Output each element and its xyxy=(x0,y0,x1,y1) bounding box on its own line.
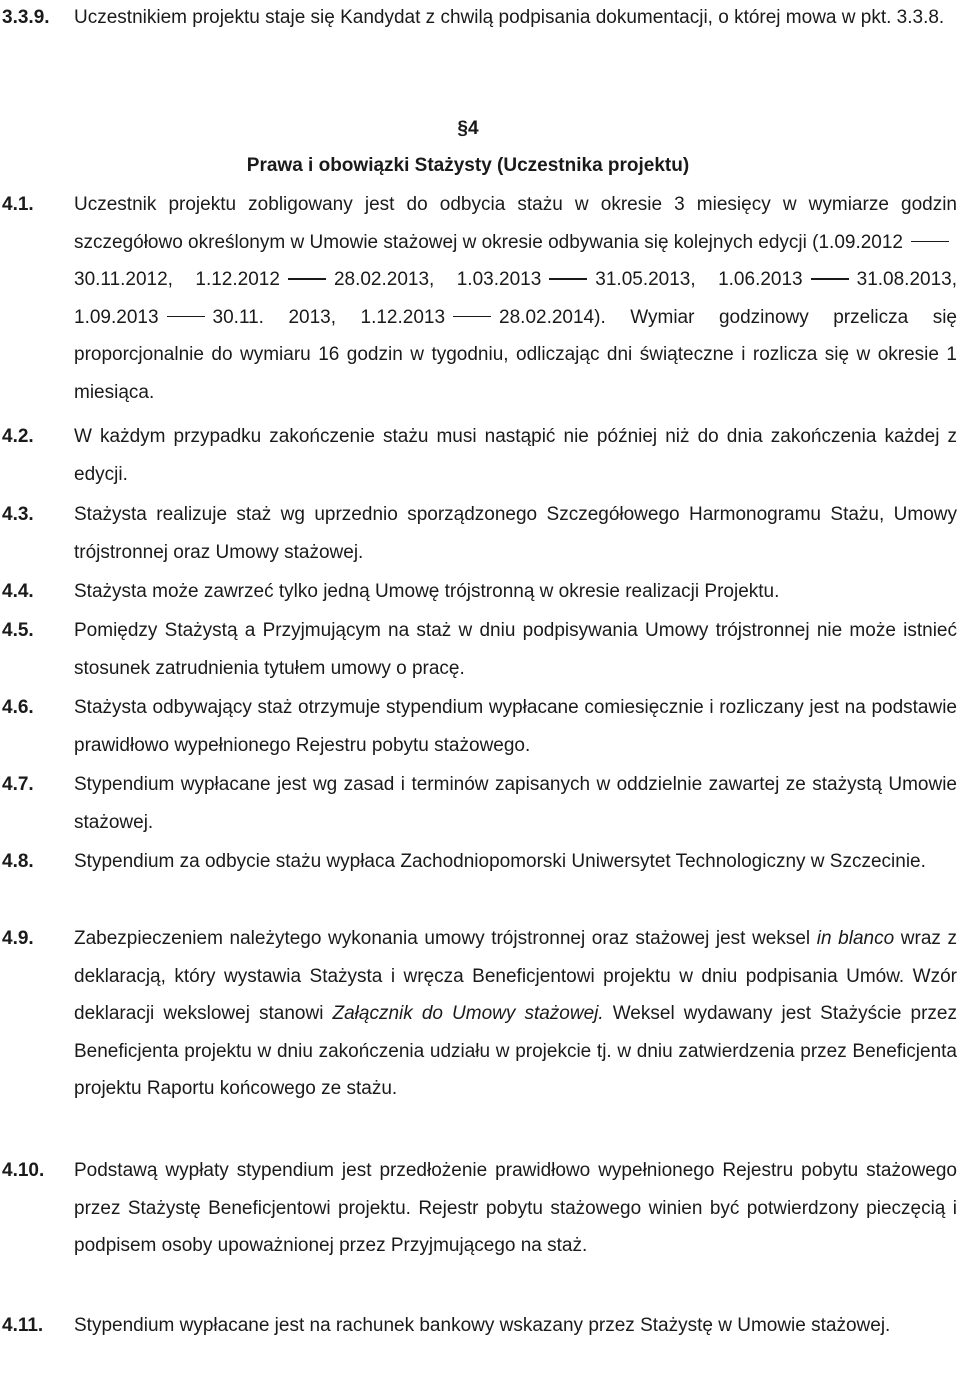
clause-text: Stypendium wypłacane jest na rachunek bankowy wskazany przez Stażystę w Umowie stażowej. xyxy=(74,1315,891,1336)
clause-text-part: Uczestnik projektu zobligowany jest do odbycia stażu w okresie 3 miesięcy w wymiarze godzin szczegółowo określonym w Umowie stażowej w okresie odbywania się kolejnych edycji (1.09.2012 xyxy=(74,194,957,253)
clause-number: 4.1. xyxy=(2,194,34,215)
clause-4-6 xyxy=(2,689,957,764)
dash xyxy=(288,278,326,280)
clause-4-7 xyxy=(2,766,957,841)
clause-text-part: wraz z deklaracją, który wystawia Stażysta i wręcza Beneficjentowi projektu w dniu podpisania Umów. Wzór deklaracji wekslowej stanowi xyxy=(74,928,957,1024)
section-number xyxy=(0,116,936,141)
date-range: 28.02.2013, 1.03.2013 xyxy=(333,269,542,290)
clause-number: 4.8. xyxy=(2,851,34,872)
clause-4-2 xyxy=(2,418,957,493)
clause-text: Pomiędzy Stażystą a Przyjmującym na staż w dniu podpisywania Umowy trójstronnej nie może istnieć stosunek zatrudnienia tytułem umowy o pracę. xyxy=(74,620,957,679)
date-range: 30.11.2012, 1.12.2012 xyxy=(74,269,280,290)
clause-4-10 xyxy=(2,1152,957,1265)
clause-text-part: Zabezpieczeniem należytego wykonania umowy trójstronnej oraz stażowej jest weksel xyxy=(74,928,811,949)
clause-4-1 xyxy=(2,186,957,411)
clause-number: 4.6. xyxy=(2,697,34,718)
clause-text: Stażysta realizuje staż wg uprzednio sporządzonego Szczegółowego Harmonogramu Stażu, Umowy trójstronnej oraz Umowy stażowej. xyxy=(74,504,957,563)
section-title: Prawa i obowiązki Stażysty (Uczestnika projektu) xyxy=(246,155,690,176)
dash xyxy=(811,278,849,280)
clause-4-8 xyxy=(2,843,957,881)
clause-number: 4.3. xyxy=(2,504,34,525)
clause-4-4 xyxy=(2,573,957,611)
date-range: 31.05.2013, 1.06.2013 xyxy=(595,269,803,290)
clause-text: Stażysta może zawrzeć tylko jedną Umowę trójstronną w okresie realizacji Projektu. xyxy=(74,581,780,602)
clause-4-3 xyxy=(2,496,957,571)
clause-text: Stypendium wypłacane jest wg zasad i terminów zapisanych w oddzielnie zawartej ze stażystą Umowie stażowej. xyxy=(74,774,957,833)
dash xyxy=(167,316,205,318)
clause-text-part: Weksel wydawany jest Stażyście przez Beneficjenta projektu w dniu zakończenia udziału w projekcie tj. w dniu zatwierdzenia przez Beneficjenta projektu Raportu końcowego ze stażu. xyxy=(74,1003,957,1099)
clause-text xyxy=(74,186,957,411)
clause-text xyxy=(74,920,957,1108)
date-range: 30.11. 2013, 1.12.2013 xyxy=(212,306,446,328)
section-number-value: 4 xyxy=(468,118,479,139)
clause-number: 3.3.9. xyxy=(2,7,50,28)
clause-4-5 xyxy=(2,612,957,687)
attachment-reference: Załącznik do Umowy stażowej. xyxy=(332,1003,604,1024)
clause-number: 4.7. xyxy=(2,774,34,795)
clause-text: Stażysta odbywający staż otrzymuje stypendium wypłacane comiesięcznie i rozliczany jest na podstawie prawidłowo wypełnionego Rejestru pobytu stażowego. xyxy=(74,697,957,756)
clause-number: 4.4. xyxy=(2,581,34,602)
clause-text: W każdym przypadku zakończenie stażu musi nastąpić nie później niż do dnia zakończenia każdej z edycji. xyxy=(74,426,957,485)
clause-3-3-9 xyxy=(2,0,957,37)
section-symbol: § xyxy=(457,118,468,139)
clause-text-part: 28.02.2014). Wymiar godzinowy przelicza się proporcjonalnie do wymiaru 16 godzin w tygodniu, odliczając dni świąteczne i rozlicza się w okresie 1 miesiąca. xyxy=(74,306,957,403)
clause-text: Podstawą wypłaty stypendium jest przedłożenie prawidłowo wypełnionego Rejestru pobytu stażowego przez Stażystę Beneficjentowi projektu. Rejestr pobytu stażowego winien być potwierdzony pieczęcią i podpisem osoby upoważnionej przez Przyjmującego na staż. xyxy=(74,1160,957,1256)
clause-4-11 xyxy=(2,1307,957,1345)
clause-text: Stypendium za odbycie stażu wypłaca Zachodniopomorski Uniwersytet Technologiczny w Szczecinie. xyxy=(74,851,926,872)
clause-text: Uczestnikiem projektu staje się Kandydat z chwilą podpisania dokumentacji, o której mowa w pkt. 3.3.8. xyxy=(74,7,945,28)
clause-number: 4.11. xyxy=(2,1315,44,1336)
dash xyxy=(453,316,491,318)
clause-number: 4.2. xyxy=(2,426,34,447)
italic-term: in blanco xyxy=(816,928,895,949)
clause-number: 4.5. xyxy=(2,620,34,641)
clause-number: 4.10. xyxy=(2,1160,45,1181)
clause-number: 4.9. xyxy=(2,928,34,949)
date-range: 31.08.2013, 1.09.2013 xyxy=(74,269,957,328)
dash xyxy=(911,241,949,243)
clause-4-9 xyxy=(2,920,957,1108)
dash xyxy=(549,278,587,280)
